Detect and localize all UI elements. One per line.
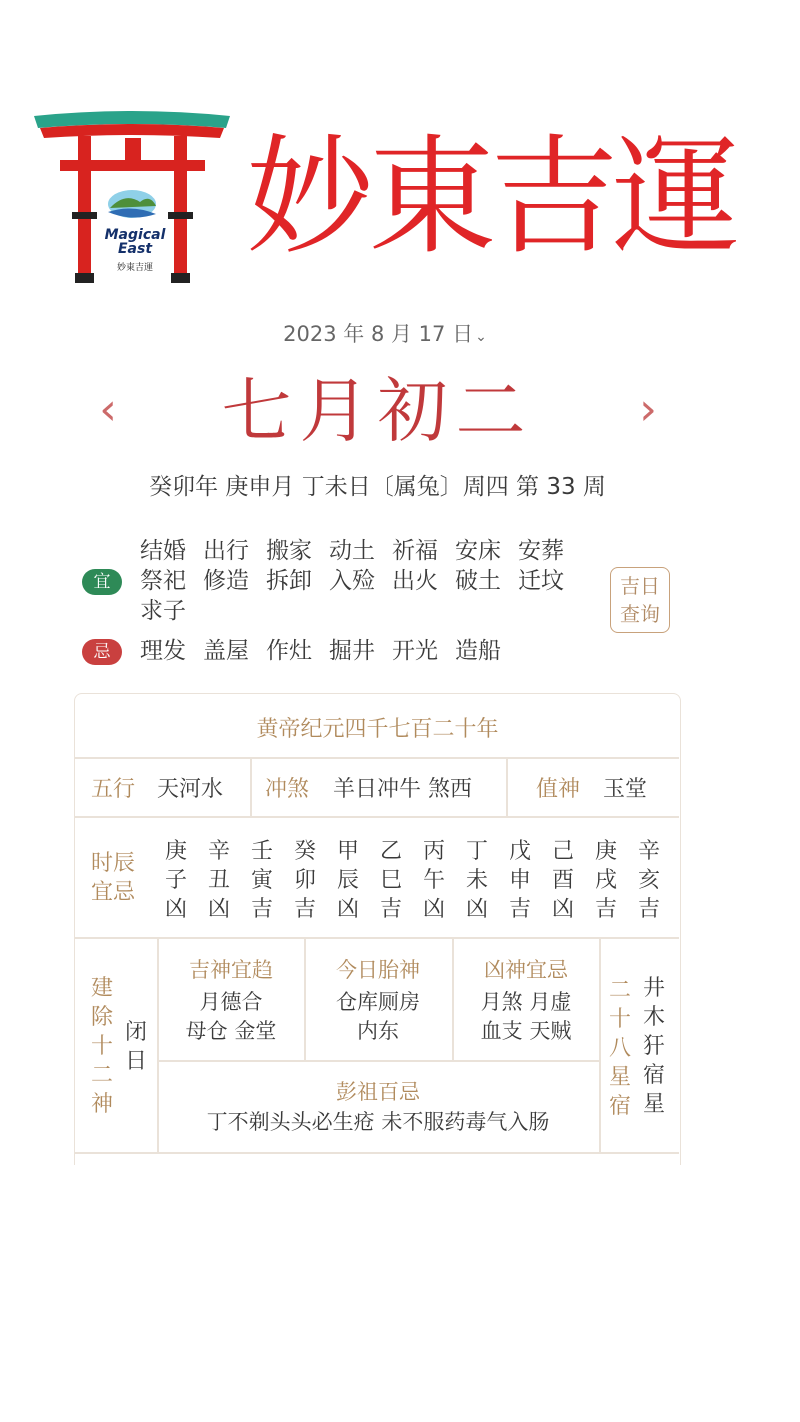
chongsha-label: 冲煞 xyxy=(265,777,310,802)
pengzu-text: 丁不剃头头必生疮 未不服药毒气入肠 xyxy=(206,1110,550,1134)
yi-item: 修造 xyxy=(203,568,249,594)
yi-item: 迁坟 xyxy=(518,568,564,594)
ji-item: 造船 xyxy=(455,638,501,664)
chevron-down-icon: ⌄ xyxy=(475,329,487,345)
lucky-day-query-button[interactable] xyxy=(610,567,670,633)
yi-item: 拆卸 xyxy=(266,568,312,594)
yi-item: 搬家 xyxy=(266,538,312,564)
wuxing-value: 天河水 xyxy=(157,777,224,802)
logo-wordmark: Magical East xyxy=(104,227,166,257)
ji-item: 开光 xyxy=(392,638,438,664)
era-year: 黄帝纪元四千七百二十年 xyxy=(256,717,499,742)
yi-item: 安葬 xyxy=(518,538,564,564)
hour-column: 丁 未 凶 xyxy=(465,839,488,922)
almanac-table xyxy=(74,693,681,1165)
hours-label-line2: 宜忌 xyxy=(91,880,136,905)
hours-label-line1: 时辰 xyxy=(91,851,136,876)
hour-column: 甲 辰 凶 xyxy=(336,839,359,922)
yi-list xyxy=(140,536,590,626)
hour-column: 庚 戌 吉 xyxy=(594,839,617,922)
xiongshen-title: 凶神宜忌 xyxy=(484,958,568,982)
ji-item: 掘井 xyxy=(329,638,375,664)
hour-column: 癸 卯 吉 xyxy=(293,839,316,922)
yi-item: 结婚 xyxy=(140,538,186,564)
taishen-title: 今日胎神 xyxy=(336,958,420,982)
hour-column: 庚 子 凶 xyxy=(164,839,187,922)
chongsha-value: 羊日冲牛 煞西 xyxy=(333,777,472,802)
wuxing-label: 五行 xyxy=(91,777,136,802)
hour-column: 辛 丑 凶 xyxy=(207,839,230,922)
jianchu-value: 闭 日 xyxy=(124,1020,147,1074)
hour-column: 乙 巳 吉 xyxy=(379,839,402,922)
yi-item: 祈福 xyxy=(392,538,438,564)
query-button-line2: 查询 xyxy=(620,602,660,626)
ji-item: 作灶 xyxy=(266,638,312,664)
date-picker[interactable] xyxy=(0,318,770,348)
ji-list xyxy=(140,636,590,666)
xiongshen-body: 月煞 月虚 血支 天贼 xyxy=(480,990,572,1043)
logo-subtitle: 妙東吉運 xyxy=(116,263,153,273)
jishen-body: 月德合 母仓 金堂 xyxy=(185,990,277,1043)
yi-badge: 宜 xyxy=(82,569,122,595)
lunar-date: 七月初二 xyxy=(221,370,534,452)
ji-item: 盖屋 xyxy=(203,638,249,664)
hour-column: 己 酉 凶 xyxy=(551,839,574,922)
prev-day-button[interactable]: ‹ xyxy=(99,384,117,435)
yi-item: 安床 xyxy=(455,538,501,564)
zhishen-label: 值神 xyxy=(536,777,581,802)
yi-item: 出行 xyxy=(203,538,249,564)
xiu-value: 井 木 犴 宿 星 xyxy=(642,976,665,1117)
yi-item: 出火 xyxy=(392,568,438,594)
yi-item: 动土 xyxy=(329,538,375,564)
yi-item: 祭祀 xyxy=(140,568,186,594)
hour-column: 丙 午 凶 xyxy=(422,839,445,922)
ji-item: 理发 xyxy=(140,638,186,664)
ganzhi-info: 癸卯年 庚申月 丁未日〔属兔〕周四 第 33 周 xyxy=(149,474,606,500)
xiu-label: 二 十 八 星 宿 xyxy=(608,978,631,1119)
zhishen-value: 玉堂 xyxy=(603,777,648,802)
taishen-body: 仓库厕房 内东 xyxy=(336,990,420,1043)
brand-title: 妙東吉運 xyxy=(246,123,735,272)
hour-column: 辛 亥 吉 xyxy=(637,839,660,922)
date-label: 2023 年 8 月 17 日 xyxy=(283,322,474,346)
next-day-button[interactable]: › xyxy=(639,384,657,435)
hour-column: 戊 申 吉 xyxy=(508,839,531,922)
yi-item: 入殓 xyxy=(329,568,375,594)
yi-item: 破土 xyxy=(455,568,501,594)
jianchu-label: 建 除 十 二 神 xyxy=(90,976,113,1117)
jishen-title: 吉神宜趋 xyxy=(189,958,273,982)
hour-column: 壬 寅 吉 xyxy=(250,839,273,922)
query-button-line1: 吉日 xyxy=(620,574,660,598)
pengzu-title: 彭祖百忌 xyxy=(336,1080,420,1104)
hours-label xyxy=(91,849,135,907)
ji-badge: 忌 xyxy=(82,639,122,665)
yi-item: 求子 xyxy=(140,598,186,624)
